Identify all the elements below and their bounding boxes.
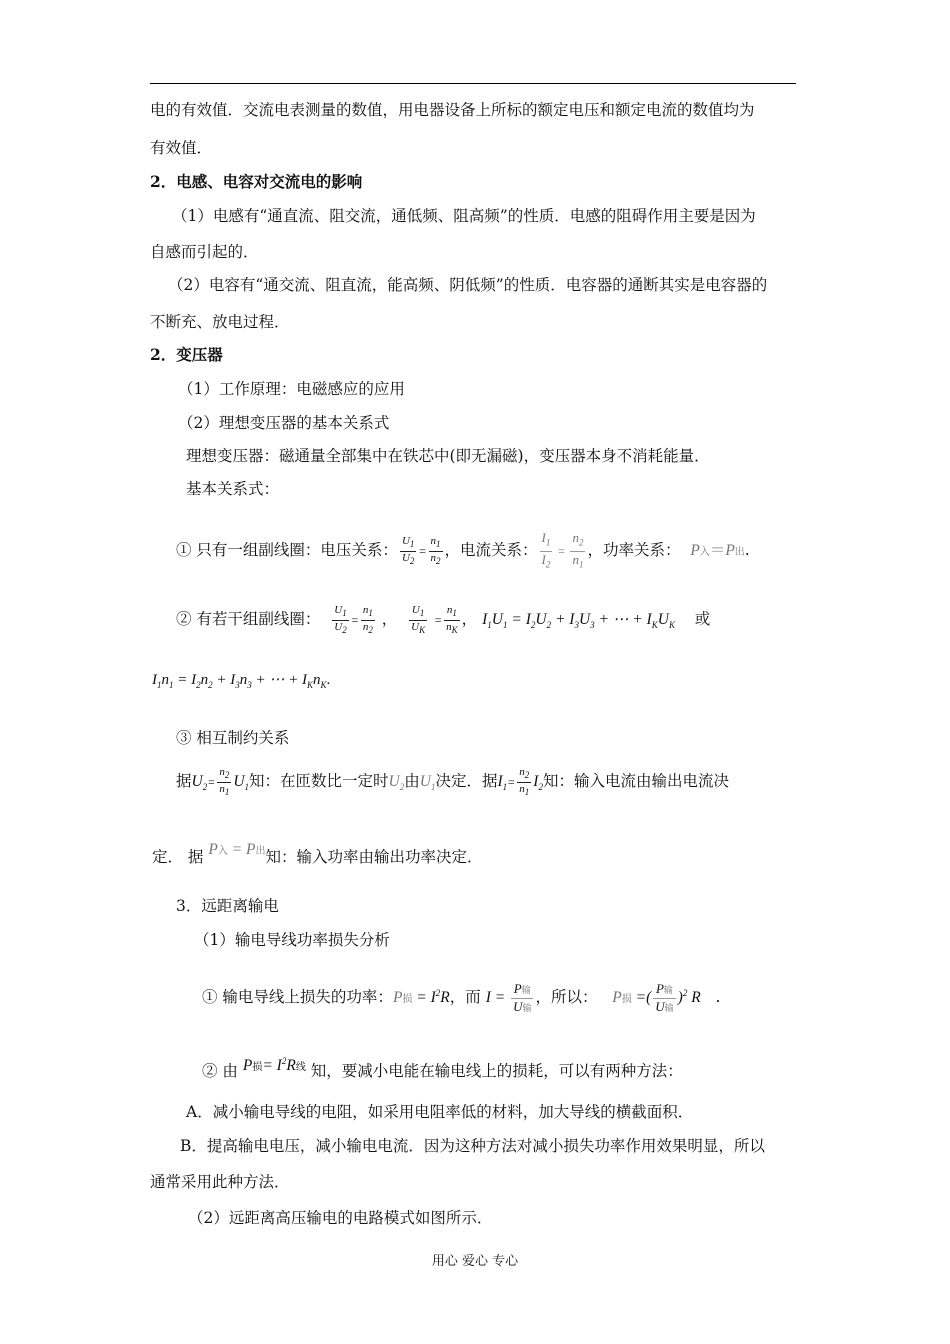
text-line: （1）工作原理：电磁感应的应用 bbox=[178, 380, 405, 398]
formula-line-6: ② 由 P损= $I^2R$线 知，要减小电能在输电线上的损耗，可以有两种方法： bbox=[202, 1056, 683, 1081]
text-line: 基本关系式： bbox=[186, 480, 280, 498]
page-footer: 用心 爱心 专心 bbox=[431, 1254, 519, 1269]
formula-line-5: ① 输电导线上损失的功率：P损 = $I^2R$，而 I = $\frac{\text{P输}}{\text{U输}}$ ，所以： P损 =( $\frac{\text{P输}}{\text{U输}}$ )$^2$ R . bbox=[202, 980, 721, 1014]
text-line: 自感而引起的． bbox=[150, 243, 259, 261]
text-line: 电的有效值．交流电表测量的数值，用电器设备上所标的额定电压和额定电流的数值均为 bbox=[150, 101, 755, 119]
section-heading: 3．远距离输电 bbox=[176, 897, 279, 915]
text-line: 不断充、放电过程． bbox=[150, 313, 290, 331]
formula-line-3: 据$U_2=$ $\frac{n_2}{n_1}$ $U_1$知：在匝数比一定时$U_2$由$U_1$决定．据$I_1=$ $\frac{n_2}{n_1}$ $I_2$知：输入电流由输出电流决 bbox=[176, 766, 729, 797]
text-line: （2）理想变压器的基本关系式 bbox=[178, 414, 390, 432]
text-line: 有效值． bbox=[150, 139, 213, 157]
header-rule bbox=[150, 83, 796, 84]
formula-line-1: ① 只有一组副线圈：电压关系： $\frac{U_1}{U_2}$ = $\frac{n_1}{n_2}$ ，电流关系： $\frac{I_1}{I_2}$ = $\frac{n_2}{n_1}$ ，功率关系： P入＝P出. bbox=[176, 530, 750, 570]
text-line: （2）电容有“通交流、阻直流，能高频、阴低频”的性质．电容器的通断其实是电容器的 bbox=[168, 276, 768, 294]
formula-line-2: ② 有若干组副线圈： $\frac{U_1}{U_2}$ = $\frac{n_1}{n_2}$ ， $\frac{U_1}{U_K}$ = $\frac{n_1}{n_K}$ ， $I_1U_1 = I_2U_2 + I_3U_3$ + ⋯ + $I_KU_K$ 或 bbox=[176, 604, 711, 635]
text-line: A．减小输电导线的电阻，如采用电阻率低的材料，加大导线的横截面积． bbox=[186, 1103, 694, 1121]
text-line: 理想变压器：磁通量全部集中在铁芯中(即无漏磁)，变压器本身不消耗能量． bbox=[186, 447, 710, 465]
text-line: （1）电感有“通直流、阻交流，通低频、阻高频”的性质．电感的阻碍作用主要是因为 bbox=[172, 207, 756, 225]
section-heading: 2．变压器 bbox=[150, 345, 223, 364]
text-line: （2）远距离高压输电的电路模式如图所示． bbox=[188, 1209, 493, 1227]
section-heading: 2．电感、电容对交流电的影响 bbox=[150, 172, 363, 191]
text-line: ③ 相互制约关系 bbox=[176, 729, 290, 747]
text-line: 通常采用此种方法． bbox=[150, 1173, 290, 1191]
text-line: B．提高输电电压，减小输电电流．因为这种方法对减小损失功率作用效果明显，所以 bbox=[180, 1137, 765, 1155]
text-line: （1）输电导线功率损失分析 bbox=[194, 931, 390, 949]
formula-line-4: 定． 据 P入 = P出知：输入功率由输出功率决定． bbox=[152, 841, 483, 866]
formula-line-2b: $I_1n_1 = I_2n_2 + I_3n_3$ + ⋯ + $I_Kn_K$. bbox=[152, 672, 331, 690]
